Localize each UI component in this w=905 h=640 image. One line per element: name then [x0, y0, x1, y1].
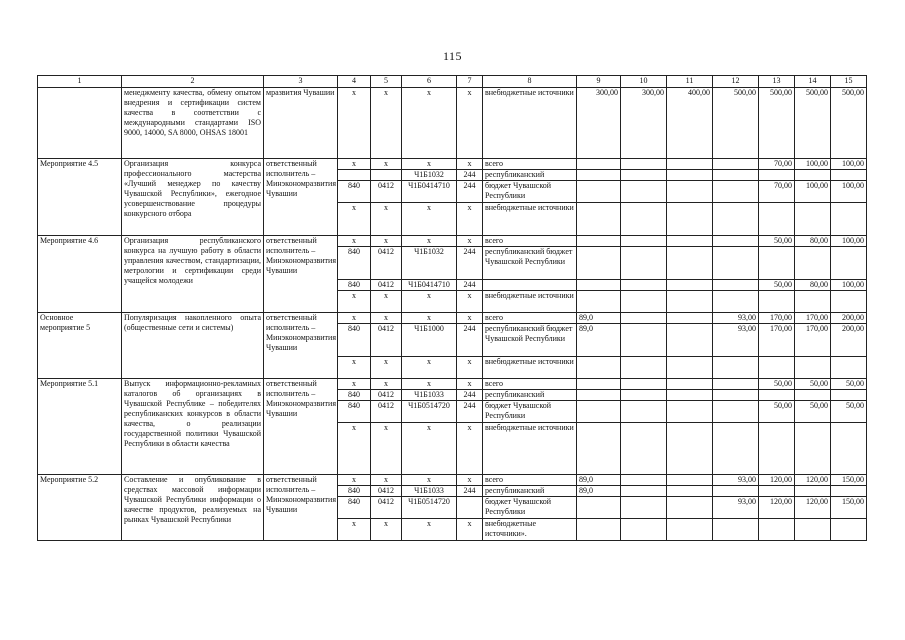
value-cell [713, 401, 759, 423]
code-cell [338, 170, 371, 181]
value-cell: 500,00 [713, 88, 759, 159]
item-number-cell: Мероприятие 5.1 [38, 379, 122, 475]
code-cell: 244 [457, 486, 483, 497]
value-cell: 100,00 [831, 280, 867, 291]
code-cell: х [457, 291, 483, 313]
item-description: менеджменту качества, обмену опытом внедрения и сертификации систем качества в соответствии с международными стандартами ISO 9000, 14000, SA 8000, OHSAS 18001 [122, 88, 264, 159]
value-cell [759, 390, 795, 401]
value-cell: 170,00 [759, 313, 795, 324]
code-cell: х [457, 519, 483, 541]
value-cell [667, 291, 713, 313]
code-cell: 0412 [371, 497, 402, 519]
value-cell: 400,00 [667, 88, 713, 159]
value-cell [667, 497, 713, 519]
value-cell [621, 475, 667, 486]
value-cell: 200,00 [831, 313, 867, 324]
value-cell [621, 159, 667, 170]
code-cell: х [457, 159, 483, 170]
code-cell: х [338, 313, 371, 324]
table-row [38, 313, 867, 324]
header-cell: 10 [621, 76, 667, 88]
value-cell [795, 486, 831, 497]
value-cell [713, 390, 759, 401]
value-cell [759, 203, 795, 236]
item-number-cell: Мероприятие 4.6 [38, 236, 122, 313]
value-cell: 50,00 [759, 401, 795, 423]
value-cell [577, 203, 621, 236]
value-cell [621, 390, 667, 401]
code-cell: х [371, 475, 402, 486]
code-cell: х [371, 357, 402, 379]
value-cell [577, 247, 621, 280]
code-cell: 244 [457, 247, 483, 280]
source-cell: всего [483, 159, 577, 170]
value-cell [667, 236, 713, 247]
value-cell [577, 236, 621, 247]
value-cell [795, 203, 831, 236]
value-cell: 50,00 [795, 401, 831, 423]
value-cell [831, 519, 867, 541]
value-cell [667, 486, 713, 497]
table-row [38, 159, 867, 170]
value-cell [621, 236, 667, 247]
value-cell: 93,00 [713, 497, 759, 519]
code-cell: х [457, 88, 483, 159]
page-number: 115 [442, 49, 463, 63]
value-cell: 50,00 [795, 379, 831, 390]
value-cell [667, 475, 713, 486]
code-cell: 244 [457, 390, 483, 401]
value-cell: 200,00 [831, 324, 867, 357]
value-cell [577, 357, 621, 379]
code-cell: х [371, 203, 402, 236]
executor-cell: ответственный исполнитель – Минэкономразвития Чувашии [264, 159, 338, 236]
value-cell [667, 313, 713, 324]
code-cell: х [402, 291, 457, 313]
value-cell: 150,00 [831, 497, 867, 519]
code-cell: 840 [338, 247, 371, 280]
value-cell: 50,00 [759, 236, 795, 247]
source-cell: всего [483, 313, 577, 324]
code-cell: х [402, 159, 457, 170]
value-cell [577, 401, 621, 423]
source-cell: бюджет Чувашской Республики [483, 181, 577, 203]
executor-cell: ответственный исполнитель – Минэкономразвития Чувашии [264, 379, 338, 475]
value-cell: 100,00 [795, 159, 831, 170]
executor-cell: ответственный исполнитель – Минэкономразвития Чувашии [264, 475, 338, 541]
header-cell: 6 [402, 76, 457, 88]
code-cell: 840 [338, 486, 371, 497]
code-cell: 244 [457, 324, 483, 357]
value-cell [577, 497, 621, 519]
code-cell: х [402, 203, 457, 236]
code-cell: Ч1Б1000 [402, 324, 457, 357]
code-cell: Ч1Б1032 [402, 170, 457, 181]
value-cell: 300,00 [621, 88, 667, 159]
value-cell [577, 181, 621, 203]
value-cell: 150,00 [831, 475, 867, 486]
value-cell [577, 159, 621, 170]
value-cell [713, 379, 759, 390]
value-cell [831, 170, 867, 181]
value-cell [759, 247, 795, 280]
code-cell: х [402, 313, 457, 324]
value-cell [667, 280, 713, 291]
value-cell [795, 170, 831, 181]
code-cell: х [457, 203, 483, 236]
value-cell [577, 291, 621, 313]
code-cell: х [338, 236, 371, 247]
source-cell: республиканский [483, 486, 577, 497]
value-cell [621, 181, 667, 203]
value-cell [759, 423, 795, 475]
value-cell [713, 423, 759, 475]
value-cell [621, 324, 667, 357]
value-cell [577, 519, 621, 541]
value-cell [713, 159, 759, 170]
source-cell [483, 280, 577, 291]
item-description: Организация конкурса профессионального мастерства «Лучший менеджер по качеству Чувашской Республики», ежегодное усовершенствование процедуры конкурсного отбора [122, 159, 264, 236]
value-cell [713, 486, 759, 497]
value-cell [831, 357, 867, 379]
value-cell [621, 423, 667, 475]
value-cell [667, 324, 713, 357]
value-cell [621, 170, 667, 181]
code-cell: х [402, 475, 457, 486]
header-cell: 14 [795, 76, 831, 88]
code-cell: Ч1Б0514720 [402, 497, 457, 519]
value-cell [713, 247, 759, 280]
code-cell: х [402, 357, 457, 379]
executor-cell: ответственный исполнитель – Минэкономразвития Чувашии [264, 313, 338, 379]
source-cell: всего [483, 475, 577, 486]
value-cell [621, 357, 667, 379]
value-cell [713, 280, 759, 291]
value-cell: 93,00 [713, 475, 759, 486]
value-cell: 170,00 [795, 313, 831, 324]
code-cell: 840 [338, 181, 371, 203]
header-cell: 11 [667, 76, 713, 88]
item-number-cell: Мероприятие 4.5 [38, 159, 122, 236]
code-cell: 840 [338, 324, 371, 357]
value-cell: 89,0 [577, 486, 621, 497]
value-cell: 100,00 [795, 181, 831, 203]
value-cell: 120,00 [759, 497, 795, 519]
table-row [38, 88, 867, 159]
value-cell [713, 203, 759, 236]
value-cell: 170,00 [795, 324, 831, 357]
item-number-cell [38, 88, 122, 159]
code-cell: х [338, 379, 371, 390]
value-cell [795, 390, 831, 401]
value-cell [667, 401, 713, 423]
source-cell: всего [483, 236, 577, 247]
code-cell: х [338, 519, 371, 541]
source-cell: внебюджетные источники [483, 291, 577, 313]
code-cell: х [338, 88, 371, 159]
value-cell: 100,00 [831, 181, 867, 203]
code-cell: х [457, 379, 483, 390]
executor-cell: ответственный исполнитель – Минэкономразвития Чувашии [264, 236, 338, 313]
source-cell: внебюджетные источники [483, 357, 577, 379]
source-cell: бюджет Чувашской Республики [483, 497, 577, 519]
value-cell [795, 519, 831, 541]
value-cell [831, 247, 867, 280]
code-cell: 0412 [371, 324, 402, 357]
code-cell: 0412 [371, 401, 402, 423]
value-cell [621, 203, 667, 236]
value-cell [621, 280, 667, 291]
code-cell: 244 [457, 401, 483, 423]
value-cell [713, 236, 759, 247]
value-cell: 70,00 [759, 181, 795, 203]
value-cell [667, 390, 713, 401]
value-cell [831, 390, 867, 401]
header-row [38, 76, 867, 88]
code-cell: 840 [338, 497, 371, 519]
value-cell [759, 357, 795, 379]
header-cell: 9 [577, 76, 621, 88]
header-cell: 13 [759, 76, 795, 88]
value-cell [831, 203, 867, 236]
code-cell: х [402, 519, 457, 541]
value-cell: 70,00 [759, 159, 795, 170]
value-cell: 500,00 [831, 88, 867, 159]
value-cell [713, 357, 759, 379]
value-cell [667, 519, 713, 541]
code-cell: Ч1Б1032 [402, 247, 457, 280]
code-cell: 840 [338, 280, 371, 291]
code-cell: х [371, 423, 402, 475]
header-cell: 5 [371, 76, 402, 88]
code-cell: х [402, 423, 457, 475]
value-cell [667, 159, 713, 170]
code-cell: 244 [457, 280, 483, 291]
code-cell: х [371, 291, 402, 313]
header-cell: 3 [264, 76, 338, 88]
source-cell: республиканский бюджет Чувашской Республики [483, 247, 577, 280]
source-cell: внебюджетные источники [483, 203, 577, 236]
value-cell [621, 247, 667, 280]
value-cell [831, 423, 867, 475]
value-cell [621, 379, 667, 390]
value-cell [795, 423, 831, 475]
code-cell: х [371, 159, 402, 170]
value-cell [577, 280, 621, 291]
header-cell: 2 [122, 76, 264, 88]
source-cell: республиканский [483, 170, 577, 181]
value-cell [795, 291, 831, 313]
value-cell [577, 170, 621, 181]
item-description: Организация республиканского конкурса на лучшую работу в области управления качеством, стандартизации, метрологии и сертификации среди учащейся молодежи [122, 236, 264, 313]
value-cell [713, 181, 759, 203]
value-cell: 500,00 [795, 88, 831, 159]
code-cell: х [371, 379, 402, 390]
value-cell: 120,00 [795, 497, 831, 519]
value-cell [795, 247, 831, 280]
code-cell: Ч1Б0414710 [402, 280, 457, 291]
value-cell [831, 486, 867, 497]
value-cell [759, 486, 795, 497]
value-cell: 50,00 [831, 379, 867, 390]
code-cell: х [457, 475, 483, 486]
value-cell [621, 519, 667, 541]
code-cell: 0412 [371, 280, 402, 291]
code-cell: х [338, 159, 371, 170]
code-cell [371, 170, 402, 181]
value-cell: 120,00 [759, 475, 795, 486]
header-cell: 8 [483, 76, 577, 88]
source-cell: всего [483, 379, 577, 390]
header-cell: 15 [831, 76, 867, 88]
value-cell [713, 170, 759, 181]
code-cell: х [338, 291, 371, 313]
value-cell [621, 497, 667, 519]
value-cell [667, 423, 713, 475]
source-cell: внебюджетные источники». [483, 519, 577, 541]
code-cell: Ч1Б1033 [402, 486, 457, 497]
value-cell [759, 170, 795, 181]
value-cell: 89,0 [577, 324, 621, 357]
value-cell [667, 181, 713, 203]
value-cell: 89,0 [577, 313, 621, 324]
value-cell: 500,00 [759, 88, 795, 159]
value-cell [621, 313, 667, 324]
item-number-cell: Основное мероприятие 5 [38, 313, 122, 379]
value-cell [667, 170, 713, 181]
value-cell [667, 203, 713, 236]
code-cell: х [457, 313, 483, 324]
code-cell: 840 [338, 390, 371, 401]
table-row [38, 236, 867, 247]
header-cell: 4 [338, 76, 371, 88]
source-cell: республиканский [483, 390, 577, 401]
value-cell [831, 291, 867, 313]
code-cell: 840 [338, 401, 371, 423]
source-cell: бюджет Чувашской Республики [483, 401, 577, 423]
value-cell: 50,00 [759, 379, 795, 390]
source-cell: республиканский бюджет Чувашской Республики [483, 324, 577, 357]
code-cell: х [371, 313, 402, 324]
header-cell: 12 [713, 76, 759, 88]
code-cell: Ч1Б1033 [402, 390, 457, 401]
value-cell [577, 423, 621, 475]
value-cell [713, 519, 759, 541]
table-row [38, 475, 867, 486]
code-cell: Ч1Б0514720 [402, 401, 457, 423]
code-cell: 0412 [371, 247, 402, 280]
value-cell: 50,00 [759, 280, 795, 291]
value-cell: 93,00 [713, 324, 759, 357]
code-cell: 0412 [371, 390, 402, 401]
value-cell: 300,00 [577, 88, 621, 159]
code-cell: х [371, 236, 402, 247]
code-cell: Ч1Б0414710 [402, 181, 457, 203]
table-row [38, 379, 867, 390]
value-cell: 100,00 [831, 159, 867, 170]
value-cell [621, 291, 667, 313]
value-cell [759, 291, 795, 313]
code-cell: х [371, 519, 402, 541]
value-cell: 80,00 [795, 280, 831, 291]
header-cell: 1 [38, 76, 122, 88]
value-cell [577, 379, 621, 390]
value-cell [667, 247, 713, 280]
value-cell [713, 291, 759, 313]
source-cell: внебюджетные источники [483, 423, 577, 475]
code-cell: х [402, 88, 457, 159]
value-cell [621, 486, 667, 497]
value-cell: 50,00 [831, 401, 867, 423]
code-cell: х [338, 203, 371, 236]
budget-table [37, 75, 867, 541]
value-cell: 80,00 [795, 236, 831, 247]
code-cell [457, 497, 483, 519]
item-description: Популяризация накопленного опыта (общественные сети и системы) [122, 313, 264, 379]
code-cell: 0412 [371, 486, 402, 497]
item-description: Составление и опубликование в средствах массовой информации Чувашской Республики информации о качестве продуктов, реализуемых на рынках Чувашской Республики [122, 475, 264, 541]
executor-cell: мразвития Чувашии [264, 88, 338, 159]
value-cell [577, 390, 621, 401]
code-cell: х [457, 423, 483, 475]
code-cell: х [338, 475, 371, 486]
value-cell [795, 357, 831, 379]
value-cell: 170,00 [759, 324, 795, 357]
code-cell: 244 [457, 181, 483, 203]
code-cell: х [457, 236, 483, 247]
item-number-cell: Мероприятие 5.2 [38, 475, 122, 541]
value-cell: 89,0 [577, 475, 621, 486]
code-cell: 244 [457, 170, 483, 181]
value-cell: 93,00 [713, 313, 759, 324]
code-cell: х [338, 357, 371, 379]
source-cell: внебюджетные источники [483, 88, 577, 159]
code-cell: х [402, 379, 457, 390]
code-cell: х [457, 357, 483, 379]
value-cell: 120,00 [795, 475, 831, 486]
code-cell: х [338, 423, 371, 475]
value-cell [759, 519, 795, 541]
value-cell [667, 357, 713, 379]
value-cell [667, 379, 713, 390]
code-cell: х [402, 236, 457, 247]
code-cell: х [371, 88, 402, 159]
item-description: Выпуск информационно-рекламных каталогов об организациях в Чувашской Республике – победителях республиканских конкурсов в области качества, о реализации государственной политики Чувашской Республики в области качества [122, 379, 264, 475]
value-cell: 100,00 [831, 236, 867, 247]
value-cell [621, 401, 667, 423]
code-cell: 0412 [371, 181, 402, 203]
header-cell: 7 [457, 76, 483, 88]
